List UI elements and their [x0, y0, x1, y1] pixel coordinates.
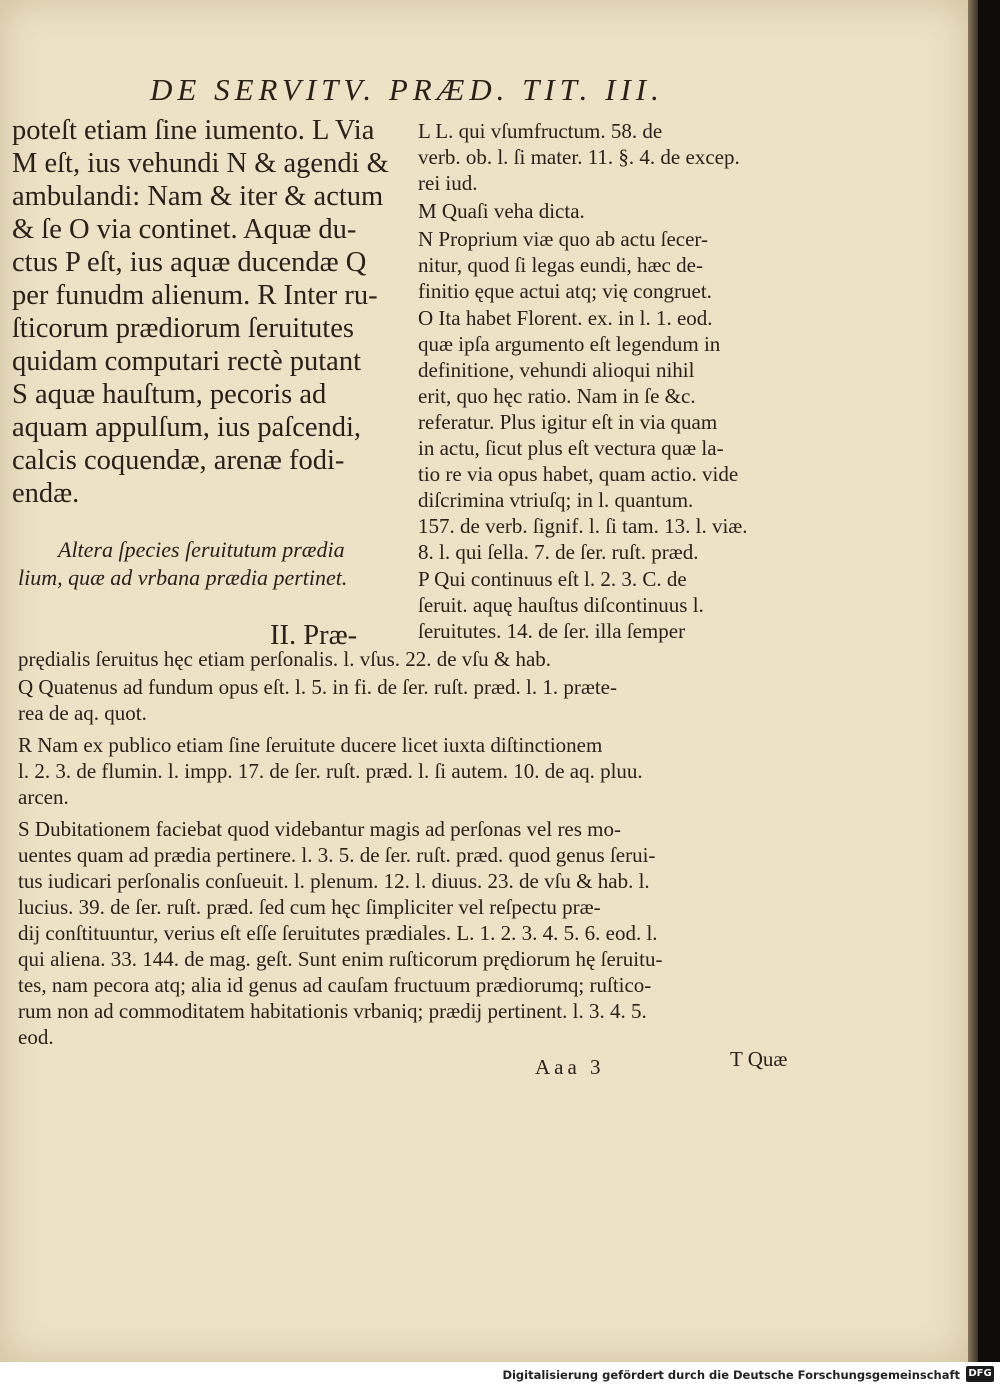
note-line: qui aliena. 33. 144. de mag. geſt. Sunt enim ruſticorum prędiorum hę ſeruitu-	[18, 947, 663, 971]
catchword: T Quæ	[730, 1047, 788, 1071]
signature-mark: Aaa 3	[535, 1055, 605, 1079]
main-text-line: quidam computari rectè putant	[12, 346, 361, 377]
note-line: verb. ob. l. ſi mater. 11. §. 4. de excep.	[418, 145, 740, 169]
subheading-line: Altera ſpecies ſeruitutum prædia	[58, 537, 345, 562]
running-header: DE SERVITV. PRÆD. TIT. III.	[150, 72, 664, 107]
section-number: II. Præ-	[270, 620, 358, 651]
main-text-line: & ſe O via continet. Aquæ du-	[12, 214, 357, 245]
note-line: lucius. 39. de ſer. ruſt. præd. ſed cum hęc ſimpliciter vel reſpectu præ-	[18, 895, 601, 919]
note-line: l. 2. 3. de flumin. l. impp. 17. de ſer. ruſt. præd. l. ſi autem. 10. de aq. pluu.	[18, 759, 643, 783]
note-line: L L. qui vſumfructum. 58. de	[418, 119, 663, 143]
note-line: nitur, quod ſi legas eundi, hæc de-	[418, 253, 703, 277]
main-text-line: M eſt, ius vehundi N & agendi &	[12, 148, 389, 179]
note-line: S Dubitationem faciebat quod videbantur magis ad perſonas vel res mo-	[18, 817, 622, 841]
dfg-logo: DFG	[966, 1366, 994, 1382]
note-line: ſeruitutes. 14. de ſer. illa ſemper	[418, 619, 686, 643]
main-text-line: aquam appulſum, ius paſcendi,	[12, 412, 362, 443]
note-line: M Quaſi veha dicta.	[418, 199, 585, 223]
note-line: diſcrimina vtriuſq; in l. quantum.	[418, 488, 694, 512]
note-line: ſeruit. aquę hauſtus diſcontinuus l.	[418, 593, 704, 617]
note-line: N Proprium viæ quo ab actu ſecer-	[418, 227, 709, 251]
note-line: R Nam ex publico etiam ſine ſeruitute ducere licet iuxta diſtinctionem	[18, 733, 603, 757]
note-line: rei iud.	[418, 171, 478, 195]
main-text-line: endæ.	[12, 478, 80, 509]
note-line: erit, quo hęc ratio. Nam in ſe &c.	[418, 384, 696, 408]
funding-credit: Digitalisierung gefördert durch die Deutsche Forschungsgemeinschaft	[502, 1368, 960, 1382]
note-line: rea de aq. quot.	[18, 701, 147, 725]
main-text-line: per funudm alienum. R Inter ru-	[12, 280, 378, 311]
note-line: definitione, vehundi alioqui nihil	[418, 358, 695, 382]
main-text-line: ctus P eſt, ius aquæ ducendæ Q	[12, 247, 367, 278]
note-line: dij conſtituuntur, verius eſt eſſe ſeruitutes prædiales. L. 1. 2. 3. 4. 5. 6. eod. l.	[18, 921, 658, 945]
main-text-line: calcis coquendæ, arenæ fodi-	[12, 445, 345, 476]
note-line: eod.	[18, 1025, 54, 1049]
page-edge	[968, 0, 978, 1362]
main-text-line: poteſt etiam ſine iumento. L Via	[12, 115, 375, 146]
note-line: rum non ad commoditatem habitationis vrbaniq; prædij pertinent. l. 3. 4. 5.	[18, 999, 647, 1023]
note-line: finitio ęque actui atq; vię congruet.	[418, 279, 712, 303]
note-line: 157. de verb. ſignif. l. ſi tam. 13. l. viæ.	[418, 514, 748, 538]
note-line: in actu, ſicut plus eſt vectura quæ la-	[418, 436, 724, 460]
note-line: quæ ipſa argumento eſt legendum in	[418, 332, 721, 356]
note-line: O Ita habet Florent. ex. in l. 1. eod.	[418, 306, 713, 330]
main-text-line: ambulandi: Nam & iter & actum	[12, 181, 384, 212]
note-line: arcen.	[18, 785, 69, 809]
note-line: prędialis ſeruitus hęc etiam perſonalis. l. vſus. 22. de vſu & hab.	[18, 647, 552, 671]
subheading-line: lium, quæ ad vrbana prædia pertinet.	[18, 565, 348, 590]
note-line: tes, nam pecora atq; alia id genus ad cauſam fructuum prædiorumq; ruſtico-	[18, 973, 652, 997]
note-line: P Qui continuus eſt l. 2. 3. C. de	[418, 567, 687, 591]
note-line: uentes quam ad prædia pertinere. l. 3. 5. de ſer. ruſt. præd. quod genus ſerui-	[18, 843, 656, 867]
note-line: tus iudicari perſonalis conſueuit. l. plenum. 12. l. diuus. 23. de vſu & hab. l.	[18, 869, 650, 893]
note-line: Q Quatenus ad fundum opus eſt. l. 5. in fi. de ſer. ruſt. præd. l. 1. præte-	[18, 675, 617, 699]
note-line: 8. l. qui ſella. 7. de ſer. ruſt. præd.	[418, 540, 699, 564]
note-line: tio re via opus habet, quam actio. vide	[418, 462, 739, 486]
note-line: referatur. Plus igitur eſt in via quam	[418, 410, 718, 434]
main-text-line: ſticorum prædiorum ſeruitutes	[12, 313, 354, 344]
main-text-line: S aquæ hauſtum, pecoris ad	[12, 379, 327, 410]
